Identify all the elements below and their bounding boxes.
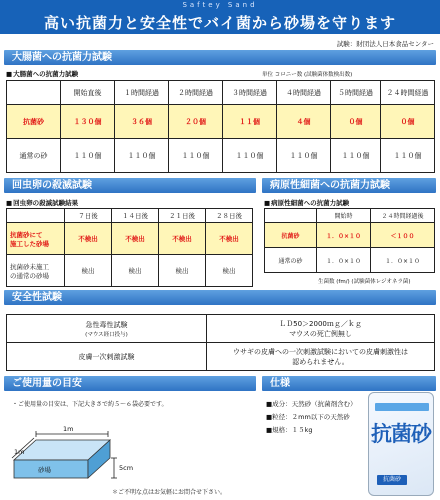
spec-item: ■成分：天然砂（抗菌剤含む） — [266, 400, 357, 408]
ecoli-section-title: 大腸菌への抗菌力試験 — [4, 50, 436, 65]
spec-section-title: 仕様 — [262, 376, 436, 391]
ecoli-cell: ０個 — [331, 105, 381, 139]
ecoli-cell: １１０個 — [115, 139, 169, 173]
eggs-header-cell — [7, 209, 65, 223]
eggs-cell: 不検出 — [65, 223, 112, 255]
safety-result-line1: ＬＤ50＞2000ｍｇ／ｋｇ — [279, 319, 362, 328]
eggs-section-title: 回虫卵の殺滅試験 — [4, 178, 256, 193]
eggs-header-cell: １４日後 — [112, 209, 159, 223]
ecoli-cell: １１０個 — [277, 139, 331, 173]
eggs-header-cell: ７日後 — [65, 209, 112, 223]
ecoli-cell: ３６個 — [115, 105, 169, 139]
table-row — [7, 255, 253, 287]
eggs-cell: 検出 — [65, 255, 112, 287]
pathogen-header-cell: ２４時間経過後 — [371, 209, 435, 223]
pathogen-header-cell — [265, 209, 317, 223]
eggs-cell: 検出 — [206, 255, 253, 287]
ecoli-cell: ４個 — [277, 105, 331, 139]
eggs-row-label-line1: 抗菌砂未施工 — [10, 262, 49, 271]
pathogen-footnote: 生菌数 (fm/) (試験菌体レジオネラ菌) — [318, 279, 411, 285]
ecoli-row-label: 抗菌砂 — [7, 105, 61, 139]
ecoli-cell: １１個 — [223, 105, 277, 139]
safety-row-label — [7, 315, 207, 343]
safety-section-title: 安全性試験 — [4, 290, 436, 305]
pathogen-table — [264, 208, 435, 273]
pathogen-cell: １．０×１０ — [317, 223, 371, 248]
ecoli-cell: １１０個 — [61, 139, 115, 173]
ecoli-row-label: 通常の砂 — [7, 139, 61, 173]
sandbox-label: 砂場 — [38, 466, 51, 474]
table-row — [7, 105, 435, 139]
pathogen-row-label: 通常の砂 — [265, 248, 317, 273]
eggs-row-label — [7, 223, 65, 255]
table-row — [7, 139, 435, 173]
ecoli-cell: １１０個 — [381, 139, 435, 173]
safety-result-line2: マウスの死亡例無し — [289, 329, 352, 338]
safety-test-name: 皮膚一次刺激試験 — [78, 352, 135, 361]
safety-test-method: (マウス経口投与) — [85, 331, 128, 338]
ecoli-header-cell — [7, 81, 61, 105]
ecoli-header-cell: ３時間経過 — [223, 81, 277, 105]
ecoli-header-cell: ２４時間経過 — [381, 81, 435, 105]
bag-stripe — [375, 403, 429, 411]
eggs-header-cell: ２８日後 — [206, 209, 253, 223]
contact-note: ＊ご不明な点はお気軽にお問合せ下さい。 — [112, 489, 227, 496]
safety-table — [6, 314, 435, 371]
eggs-row-label-line2: の通常の砂場 — [10, 271, 49, 280]
eggs-cell: 不検出 — [159, 223, 206, 255]
eggs-cell: 不検出 — [206, 223, 253, 255]
ecoli-header-cell: ５時間経過 — [331, 81, 381, 105]
bag-small-label: 抗菌砂 — [377, 475, 407, 485]
usage-note: ・ご使用量の目安は、下記大きさで約５〜６袋必要です。 — [12, 401, 168, 408]
eggs-cell: 検出 — [112, 255, 159, 287]
safety-result — [207, 315, 435, 343]
eggs-table — [6, 208, 253, 287]
ecoli-table — [6, 80, 435, 173]
ecoli-cell: １１０個 — [169, 139, 223, 173]
ecoli-header-cell: ２時間経過 — [169, 81, 223, 105]
tester-note: 試験：財団法人日本食品センター — [336, 40, 434, 48]
eggs-row-label — [7, 255, 65, 287]
usage-dim-depth: 5cm — [119, 464, 134, 472]
eggs-subtitle: ■ 回虫卵の殺滅試験結果 — [6, 198, 78, 207]
ecoli-cell: １１０個 — [331, 139, 381, 173]
pathogen-subtitle: ■ 病原性細菌への抗菌力試験 — [264, 198, 349, 207]
ecoli-header-cell: １時間経過 — [115, 81, 169, 105]
table-row — [265, 248, 435, 273]
ecoli-header-cell: ４時間経過 — [277, 81, 331, 105]
usage-section-title: ご使用量の目安 — [4, 376, 256, 391]
safety-row-label — [7, 343, 207, 371]
product-bag-image — [368, 392, 434, 496]
ecoli-unit: 単位 コロニー数 (試験菌体数検出数) — [262, 72, 353, 78]
bag-brand-text: 抗菌砂 — [371, 422, 431, 446]
header-en-title: Saftey Sand — [182, 1, 258, 9]
pathogen-cell: １．０×１０ — [317, 248, 371, 273]
safety-result — [207, 343, 435, 371]
safety-result-line2: 認められません。 — [292, 357, 349, 366]
spec-item: ■規格：１５kg — [266, 426, 313, 434]
ecoli-cell: ０個 — [381, 105, 435, 139]
usage-dim-top: 1m — [63, 425, 74, 433]
pathogen-row-label: 抗菌砂 — [265, 223, 317, 248]
header-title: 高い抗菌力と安全性でバイ菌から砂場を守ります — [43, 14, 396, 32]
table-row — [7, 315, 435, 343]
table-row — [265, 223, 435, 248]
eggs-cell: 不検出 — [112, 223, 159, 255]
ecoli-cell: １１０個 — [223, 139, 277, 173]
table-row — [7, 223, 253, 255]
pathogen-header-cell: 開始時 — [317, 209, 371, 223]
eggs-header-cell: ２１日後 — [159, 209, 206, 223]
spec-item: ■粒径：２mm以下の天然砂 — [266, 413, 350, 421]
ecoli-cell: １３０個 — [61, 105, 115, 139]
pathogen-cell: １．０×１０ — [371, 248, 435, 273]
safety-test-name: 急性毒性試験 — [85, 320, 128, 329]
ecoli-cell: ２０個 — [169, 105, 223, 139]
page-header — [0, 0, 440, 34]
ecoli-subtitle: ■ 大腸菌への抗菌力試験 — [6, 69, 78, 78]
pathogen-section-title: 病原性細菌への抗菌力試験 — [262, 178, 436, 193]
eggs-row-label-line1: 抗菌砂にて — [10, 230, 43, 239]
safety-result-line1: ウサギの皮膚への一次刺激試験においての皮膚刺激性は — [233, 347, 408, 356]
ecoli-header-cell: 開始直後 — [61, 81, 115, 105]
eggs-cell: 検出 — [159, 255, 206, 287]
usage-dim-left: 1m — [14, 448, 25, 456]
table-row — [7, 343, 435, 371]
pathogen-cell: ＜１００ — [371, 223, 435, 248]
eggs-row-label-line2: 施工した砂場 — [10, 239, 49, 248]
